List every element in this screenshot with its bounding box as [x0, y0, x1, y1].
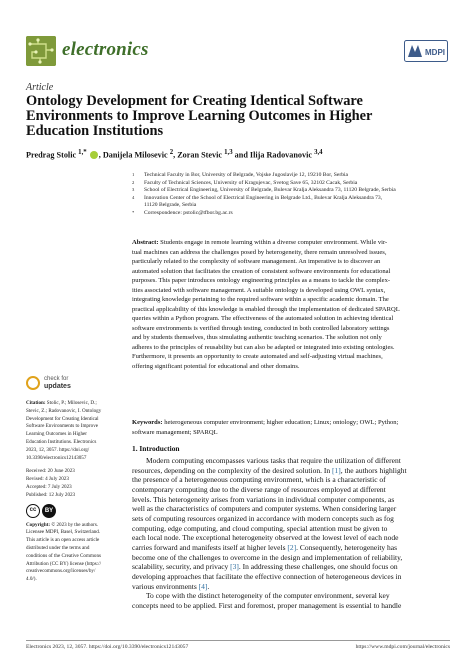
date-accepted: Accepted: 7 July 2023 — [26, 483, 72, 490]
abstract-line: tual machines can address the challenges posed by heterogeneity, there remain unresolved issues, — [132, 248, 387, 256]
affiliation-item: 2 Faculty of Technical Sciences, University of Kragujevac, Svetog Save 65, 32102 Cacak, Serbia — [132, 179, 358, 186]
copyright-line: distributed under the terms and — [26, 544, 90, 551]
copyright-line: This article is an open access article — [26, 537, 100, 544]
intro-line: each local node. The exceptional heterogeneity observed at the lowest level of each node — [132, 533, 399, 543]
citation-line: Learning Outcomes in Higher — [26, 431, 87, 438]
copyright-line: 4.0/). — [26, 576, 37, 583]
citation-ref-link[interactable]: [4] — [198, 581, 208, 591]
abstract-line: integrating knowledge pertaining to the required software within a specific academic domain. The — [132, 296, 389, 303]
author-sup: 1,3 — [224, 149, 233, 156]
citation-line: 2023, 12, 3057. https://doi.org/ — [26, 446, 90, 453]
intro-line: become one of the challenges to overcome in the design and implementation of reliability, — [132, 552, 403, 562]
intro-line: concepts need to be applied. First and foremost, proper management is essential to handle — [132, 600, 402, 610]
journal-name: electronics — [62, 39, 149, 60]
footer-citation: Electronics 2023, 12, 3057. https://doi.org/10.3390/electronics12143057 — [26, 644, 189, 650]
date-published: Published: 12 July 2023 — [26, 491, 76, 498]
intro-line: contemporary computing due to the diverse range of resources employed at different — [132, 484, 386, 494]
mdpi-logo-icon — [404, 40, 448, 62]
introduction-body — [132, 456, 452, 611]
citation-line: Education Institutions. Electronics — [26, 438, 97, 445]
journal-logo-icon — [26, 36, 56, 66]
copyright-label: Copyright: — [26, 521, 51, 528]
section-heading: 1. Introduction — [132, 444, 180, 453]
abstract-line: adheres to the principles of reusability but can also be adapted or integrated into existing ontologies. — [132, 343, 395, 351]
intro-line: the presence of a heterogeneous computing environment, which is a characteristic of — [132, 475, 386, 485]
check-updates-icon — [26, 376, 40, 390]
citation-line: Development for Creating Identical — [26, 415, 99, 422]
copyright-line: Attribution (CC BY) license (https:// — [26, 560, 101, 567]
abstract-line: purposes. This paper introduces ontology engineering principles as a means to tackle the complex- — [132, 277, 391, 284]
citation-line: Software Environments to Improve — [26, 423, 99, 430]
date-received: Received: 20 June 2023 — [26, 468, 75, 475]
intro-line: computing, edge computing, and cloud computing, special attention must be given to — [132, 523, 388, 533]
citation-label: Citation: — [26, 400, 46, 406]
keywords: Keywords: heterogeneous computer environment; higher education; Linux; ontology; OWL; Python; software management; SPARQL — [132, 418, 452, 437]
keywords-line: software management; SPARQL — [132, 428, 218, 436]
article-type: Article — [26, 82, 54, 93]
title-line: Education Institutions — [26, 123, 164, 139]
author-sup: 3,4 — [314, 149, 323, 156]
abstract-line: ities associated with software management. A suitable ontology is developed using OWL syntax, — [132, 286, 386, 294]
affiliations — [132, 172, 452, 218]
check-for-updates-button[interactable]: check for updates — [26, 374, 126, 396]
intro-line: scalability, security, and privacy [3]. In addressing these challenges, one should focus on — [132, 562, 398, 572]
license-link[interactable]: creativecommons.org/licenses/by/ — [26, 568, 96, 575]
correspondence[interactable]: * Correspondence: pstolic@tfbor.bg.ac.rs — [132, 209, 233, 216]
abstract-line: queries within a Python program. The effectiveness of the automated solution in achieving identical — [132, 315, 394, 322]
citation-line: Stevic, Z.; Radovanovic, I. Ontology — [26, 407, 102, 414]
citation-doi-link[interactable]: 10.3390/electronics12143057 — [26, 454, 87, 461]
intro-line: sets of computing resources organized in accordance with modern concepts such as fog — [132, 513, 394, 523]
abstract-line: software environments is verified through testing, conducted in both controlled laboratory settings — [132, 324, 390, 332]
journal-header — [26, 36, 448, 70]
abstract-line: Furthermore, it presents an opportunity to create automated and self-adjusting virtual machines, — [132, 353, 383, 360]
copyright-line: conditions of the Creative Commons — [26, 552, 101, 559]
intro-line: well as the characteristics of computers and computer systems. When considering larger — [132, 504, 397, 514]
title-line: Ontology Development for Creating Identical Software — [26, 93, 363, 109]
article-title — [26, 94, 450, 139]
sidebar: check for updates Citation: Stolic, P.; Milosevic, D.; Stevic, Z.; Radovanovic, I. Ontology Development for Creating Identical Software Environments to Improve Learning Outcomes in Higher Education Institutions. Electronics 2023, 12, 3057. https://doi.org/ 10.3390/electronics12143057 Received: 20 June 2023 Revised: 4 July 2023 Accepted: 7 July 2023 Published: 12 July 2023 cc BY Copyright: © 2023 by the authors. Licensee MDPI, Basel, Switzerland. This article is an open access article distributed under the terms and conditions of the Creative Commons Attribution (CC BY) license (https:// creativecommons.org/licenses/by/ 4.0/). — [26, 374, 126, 584]
abstract-line: particularly related to the complexity of software management. An imperative is to discover an — [132, 258, 381, 265]
intro-line: carries forward and manifests itself at higher levels [2]. Consequently, heterogeneity has — [132, 542, 398, 552]
author-name[interactable]: and Ilija Radovanovic — [232, 150, 313, 160]
citation-ref-link[interactable]: [1] — [331, 465, 341, 475]
copyright-line: Licensee MDPI, Basel, Switzerland. — [26, 529, 101, 536]
footer-journal-link[interactable]: https://www.mdpi.com/journal/electronics — [355, 644, 450, 650]
author-sup: 1,* — [78, 149, 87, 156]
abstract: Abstract: Students engage in remote learning within a diverse computer environment. While vir- tual machines can address the challenges posed by heterogeneity, there remain unresolved issues, particularly related to the complexity of software management. An imperative is to discover an automated solution that facilitates the creation of consistent software environments for educational purposes. This paper introduces ontology engineering principles as a means to tackle the complex- ities associated with software management. A suitable ontology is developed using OWL syntax, integrating knowledge pertaining to the required software within a specific academic domain. The practical applicability of this knowledge is enabled through the implementation of dedicated SPARQL queries within a Python program. The effectiveness of the automated solution in achieving identical software environments is verified through testing, conducted in both controlled laboratory settings and by students themselves, thus simulating authentic teaching scenarios. The solution not only adheres to the principles of reusability but can also be adapted or integrated into existing ontologies. Furthermore, it presents an opportunity to create automated and self-adjusting virtual machines, offering significant potential for educational and other domains. — [132, 238, 452, 371]
citation-ref-link[interactable]: [3] — [230, 562, 239, 572]
author-name[interactable]: Predrag Stolic — [26, 150, 77, 160]
intro-line: various environments [4]. — [132, 581, 210, 591]
author-name[interactable]: , Zoran Stevic — [173, 150, 223, 160]
abstract-line: offering significant potential for educational and other domains. — [132, 362, 300, 370]
citation-ref-link[interactable]: [2] — [287, 542, 297, 552]
author-sup: 2 — [169, 149, 174, 156]
intro-line: Modern computing encompasses various tasks that require the utilization of different — [146, 456, 401, 465]
keywords-label: Keywords: — [132, 419, 163, 426]
orcid-icon[interactable] — [90, 151, 98, 159]
intro-line: resources, depending on the complexity of the desired solution. In [1], the authors highlight — [132, 465, 407, 475]
date-revised: Revised: 4 July 2023 — [26, 476, 69, 483]
page-footer — [26, 640, 450, 650]
affiliation-item: 11120 Belgrade, Serbia — [144, 202, 197, 209]
abstract-line: and by students themselves, thus simulating authentic teaching scenarios. The solution not only — [132, 334, 382, 341]
title-line: Environments to Improve Learning Outcomes in Higher — [26, 108, 373, 124]
author-list — [26, 149, 450, 160]
intro-line: To cope with the distinct heterogeneity of the computer environment, several key — [146, 591, 390, 601]
intro-line: developing approaches that facilitate the effective connection of heterogeneous devices in — [132, 571, 402, 581]
affiliation-item: 4 Innovation Center of the School of Electrical Engineering in Belgrade Ltd., Bulevar Kralja Aleksandra 73, — [132, 194, 383, 201]
abstract-line: practical applicability of this knowledge is enabled through the implementation of dedicated SPARQL — [132, 305, 400, 313]
author-name[interactable]: , Danijela Milosevic — [98, 150, 168, 160]
intro-line: levels. This heterogeneity arises from variations in individual computer components, as — [132, 494, 395, 504]
mdpi-logo-text: MDPI — [425, 48, 445, 57]
abstract-line: automated solution that facilitates the creation of consistent software environments for educational — [132, 267, 391, 275]
abstract-label: Abstract: — [132, 239, 159, 246]
affiliation-item: 3 School of Electrical Engineering, University of Belgrade, Bulevar Kralja Aleksandra 73, 11120 Belgrade, Serbia — [132, 187, 396, 194]
affiliation-item: 1 Technical Faculty in Bor, University of Belgrade, Vojske Jugoslavije 12, 19210 Bor, Serbia — [132, 172, 349, 178]
cc-by-license-icon[interactable]: cc BY — [26, 504, 126, 518]
